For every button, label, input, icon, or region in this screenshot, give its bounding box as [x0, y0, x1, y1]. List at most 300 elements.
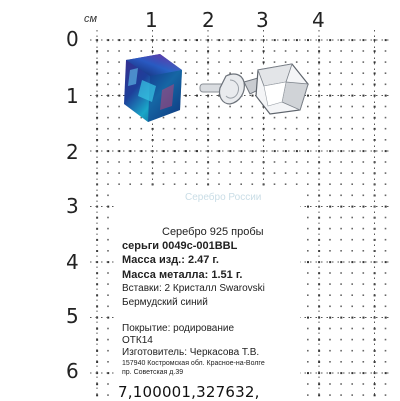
grid-dot	[385, 328, 387, 330]
grid-dot	[363, 261, 365, 263]
grid-dot	[329, 339, 331, 341]
grid-dot	[129, 139, 131, 141]
grid-dot	[141, 161, 143, 163]
grid-dot	[363, 39, 365, 41]
grid-dot	[385, 306, 387, 308]
grid-dot	[285, 50, 287, 52]
grid-dot	[107, 283, 109, 285]
grid-dot	[229, 139, 231, 141]
grid-dot	[107, 250, 109, 252]
grid-dot	[385, 95, 387, 97]
grid-dot	[329, 183, 331, 185]
grid-dot	[385, 183, 387, 185]
grid-dot	[129, 172, 131, 174]
grid-dot	[329, 294, 331, 296]
grid-dot	[363, 206, 365, 208]
grid-dot	[329, 317, 331, 319]
grid-dot	[385, 106, 387, 108]
ruler-left-4: 4	[66, 250, 79, 274]
grid-dot	[385, 161, 387, 163]
grid-dot	[240, 183, 242, 185]
grid-dot	[351, 283, 353, 285]
grid-dot	[340, 394, 342, 396]
grid-dot	[318, 50, 320, 52]
grid-dot	[296, 139, 298, 141]
grid-dot	[340, 50, 342, 52]
grid-dot	[307, 217, 309, 219]
grid-dot	[329, 161, 331, 163]
grid-dot	[196, 150, 198, 152]
grid-dot	[351, 117, 353, 119]
grid-dot	[107, 161, 109, 163]
ruler-left-6: 6	[66, 359, 79, 383]
grid-dot	[329, 117, 331, 119]
grid-dot	[274, 128, 276, 130]
grid-dot	[107, 117, 109, 119]
grid-dot	[107, 50, 109, 52]
grid-dot	[240, 128, 242, 130]
tag-article: серьги 0049с-001BBL	[122, 240, 238, 252]
grid-dot	[196, 139, 198, 141]
grid-dot	[307, 128, 309, 130]
grid-dot	[296, 50, 298, 52]
grid-dot	[385, 150, 387, 152]
grid-dot	[107, 84, 109, 86]
grid-dot	[296, 161, 298, 163]
grid-dot	[385, 50, 387, 52]
grid-dot	[107, 306, 109, 308]
grid-dot	[240, 39, 242, 41]
grid-dot	[307, 261, 309, 263]
grid-dot	[107, 350, 109, 352]
grid-dot	[163, 183, 165, 185]
grid-dot	[329, 50, 331, 52]
grid-dot	[351, 239, 353, 241]
grid-dot	[363, 350, 365, 352]
grid-dot	[274, 139, 276, 141]
grid-dot	[285, 128, 287, 130]
grid-dot	[141, 183, 143, 185]
grid-dot	[229, 39, 231, 41]
silver-setting-side-view	[196, 62, 316, 122]
grid-dot	[307, 239, 309, 241]
ruler-top-4: 4	[312, 8, 325, 32]
grid-dot	[307, 250, 309, 252]
grid-dot	[185, 183, 187, 185]
grid-dot	[329, 394, 331, 396]
grid-dot	[307, 195, 309, 197]
grid-dot	[307, 161, 309, 163]
grid-dot	[340, 128, 342, 130]
grid-dot	[329, 239, 331, 241]
grid-dot	[363, 272, 365, 274]
grid-dot	[351, 350, 353, 352]
grid-dot	[318, 39, 320, 41]
grid-dot	[141, 139, 143, 141]
grid-dot	[385, 195, 387, 197]
grid-dot	[252, 172, 254, 174]
grid-dot	[363, 372, 365, 374]
grid-dot	[129, 161, 131, 163]
grid-dot	[107, 361, 109, 363]
grid-dot	[307, 172, 309, 174]
grid-dot	[307, 383, 309, 385]
grid-dot	[351, 294, 353, 296]
grid-dot	[340, 372, 342, 374]
grid-dot	[363, 294, 365, 296]
grid-dot	[307, 361, 309, 363]
tag-qc: ОТК14	[122, 335, 153, 346]
grid-dot	[274, 39, 276, 41]
grid-dot	[340, 84, 342, 86]
grid-dot	[329, 250, 331, 252]
tag-metal-weight: Масса металла: 1.51 г.	[122, 269, 243, 281]
grid-dot	[307, 294, 309, 296]
grid-dot	[107, 195, 109, 197]
grid-dot	[307, 306, 309, 308]
grid-dot	[374, 50, 376, 52]
grid-dot	[196, 161, 198, 163]
grid-dot	[363, 117, 365, 119]
grid-dot	[107, 294, 109, 296]
grid-dot	[351, 261, 353, 263]
grid-dot	[363, 106, 365, 108]
grid-dot	[218, 39, 220, 41]
grid-dot	[240, 150, 242, 152]
grid-dot	[252, 150, 254, 152]
grid-dot	[274, 183, 276, 185]
tag-coating: Покрытие: родирование	[122, 323, 235, 334]
grid-dot	[107, 183, 109, 185]
grid-dot	[340, 217, 342, 219]
grid-dot	[329, 128, 331, 130]
grid-dot	[363, 383, 365, 385]
grid-dot	[385, 372, 387, 374]
grid-dot	[218, 161, 220, 163]
grid-dot	[174, 183, 176, 185]
grid-dot	[218, 150, 220, 152]
grid-dot	[340, 328, 342, 330]
grid-dot	[307, 206, 309, 208]
grid-dot	[385, 228, 387, 230]
grid-dot	[118, 183, 120, 185]
grid-dot	[141, 172, 143, 174]
grid-dot	[385, 72, 387, 74]
grid-dot	[385, 261, 387, 263]
grid-dot	[274, 150, 276, 152]
grid-dot	[374, 394, 376, 396]
grid-dot	[363, 128, 365, 130]
grid-dot	[340, 361, 342, 363]
grid-dot	[229, 150, 231, 152]
grid-dot	[174, 161, 176, 163]
grid-dot	[363, 72, 365, 74]
grid-dot	[96, 50, 98, 52]
grid-dot	[163, 139, 165, 141]
grid-dot	[307, 372, 309, 374]
grid-dot	[329, 150, 331, 152]
tag-insert-color: Бермудский синий	[122, 297, 208, 308]
grid-dot	[363, 195, 365, 197]
grid-dot	[351, 61, 353, 63]
grid-dot	[207, 50, 209, 52]
grid-dot	[240, 50, 242, 52]
grid-dot	[351, 183, 353, 185]
grid-dot	[329, 350, 331, 352]
grid-dot	[329, 61, 331, 63]
grid-dot	[329, 84, 331, 86]
grid-dot	[385, 217, 387, 219]
grid-dot	[307, 228, 309, 230]
grid-dot	[307, 328, 309, 330]
grid-dot	[351, 84, 353, 86]
grid-dot	[107, 239, 109, 241]
grid-dot	[340, 261, 342, 263]
grid-dot	[340, 383, 342, 385]
grid-dot	[174, 150, 176, 152]
grid-dot	[307, 350, 309, 352]
grid-dot	[385, 239, 387, 241]
grid-dot	[329, 228, 331, 230]
grid-dot	[285, 183, 287, 185]
grid-dot	[307, 283, 309, 285]
grid-dot	[174, 172, 176, 174]
grid-dot	[240, 172, 242, 174]
grid-dot	[107, 339, 109, 341]
grid-dot	[196, 183, 198, 185]
grid-dot	[229, 161, 231, 163]
grid-dot	[340, 228, 342, 230]
grid-dot	[185, 172, 187, 174]
grid-dot	[340, 350, 342, 352]
grid-dot	[185, 39, 187, 41]
grid-dot	[218, 128, 220, 130]
grid-dot	[351, 383, 353, 385]
grid-dot	[385, 39, 387, 41]
grid-dot	[229, 172, 231, 174]
ruler-left-5: 5	[66, 304, 79, 328]
grid-dot	[118, 161, 120, 163]
grid-dot	[329, 261, 331, 263]
grid-dot	[351, 394, 353, 396]
grid-dot	[385, 317, 387, 319]
grid-dot	[307, 183, 309, 185]
grid-dot	[274, 172, 276, 174]
grid-dot	[374, 39, 376, 41]
grid-dot	[385, 206, 387, 208]
grid-dot	[340, 72, 342, 74]
grid-dot	[329, 272, 331, 274]
tag-item-weight: Масса изд.: 2.47 г.	[122, 254, 219, 266]
grid-dot	[329, 328, 331, 330]
grid-dot	[285, 139, 287, 141]
grid-dot	[252, 50, 254, 52]
grid-dot	[385, 172, 387, 174]
grid-dot	[385, 361, 387, 363]
grid-dot	[363, 239, 365, 241]
grid-dot	[385, 339, 387, 341]
grid-dot	[385, 139, 387, 141]
grid-dot	[385, 61, 387, 63]
grid-dot	[329, 195, 331, 197]
grid-dot	[351, 217, 353, 219]
grid-dot	[351, 228, 353, 230]
grid-dot	[307, 39, 309, 41]
grid-dot	[329, 361, 331, 363]
grid-dot	[329, 383, 331, 385]
grid-dot	[363, 161, 365, 163]
grid-dot	[252, 183, 254, 185]
grid-dot	[307, 139, 309, 141]
grid-dot	[340, 317, 342, 319]
grid-dot	[252, 161, 254, 163]
watermark: Серебро России	[185, 192, 262, 203]
grid-dot	[307, 272, 309, 274]
grid-dot	[363, 61, 365, 63]
grid-dot	[363, 328, 365, 330]
grid-dot	[229, 128, 231, 130]
grid-dot	[340, 250, 342, 252]
grid-dot	[296, 150, 298, 152]
grid-dot	[218, 183, 220, 185]
grid-dot	[296, 39, 298, 41]
grid-dot	[351, 361, 353, 363]
grid-dot	[385, 84, 387, 86]
grid-dot	[351, 306, 353, 308]
grid-dot	[329, 95, 331, 97]
grid-dot	[329, 106, 331, 108]
grid-dot	[129, 183, 131, 185]
grid-dot	[163, 172, 165, 174]
grid-dot	[351, 128, 353, 130]
ruler-left-1: 1	[66, 84, 79, 108]
grid-dot	[296, 183, 298, 185]
grid-dot	[351, 328, 353, 330]
grid-dot	[196, 39, 198, 41]
grid-dot	[107, 228, 109, 230]
grid-dot	[340, 195, 342, 197]
grid-dot	[252, 39, 254, 41]
grid-dot	[107, 61, 109, 63]
grid-dot	[340, 183, 342, 185]
grid-dot	[340, 172, 342, 174]
grid-dot	[351, 250, 353, 252]
grid-dot	[340, 117, 342, 119]
grid-dot	[307, 339, 309, 341]
grid-dot	[351, 139, 353, 141]
barcode-text: 7,100001,327632,	[118, 383, 260, 401]
grid-dot	[196, 172, 198, 174]
grid-dot	[274, 161, 276, 163]
grid-dot	[307, 150, 309, 152]
grid-dot	[107, 106, 109, 108]
grid-dot	[118, 172, 120, 174]
grid-dot	[329, 206, 331, 208]
grid-dot	[351, 39, 353, 41]
grid-dot	[307, 394, 309, 396]
grid-dot	[363, 283, 365, 285]
grid-dot	[285, 172, 287, 174]
grid-dot	[329, 283, 331, 285]
grid-dot	[351, 161, 353, 163]
grid-dot	[385, 128, 387, 130]
grid-dot	[274, 50, 276, 52]
grid-dot	[218, 50, 220, 52]
grid-dot	[363, 250, 365, 252]
ruler-unit-label: см	[84, 13, 98, 25]
grid-dot	[385, 272, 387, 274]
grid-dot	[351, 339, 353, 341]
grid-dot	[263, 39, 265, 41]
grid-dot	[351, 195, 353, 197]
grid-dot	[340, 150, 342, 152]
grid-dot	[207, 39, 209, 41]
grid-dot	[107, 272, 109, 274]
tag-manufacturer: Изготовитель: Черкасова Т.В.	[122, 347, 260, 358]
grid-dot	[107, 72, 109, 74]
grid-dot	[351, 50, 353, 52]
grid-dot	[296, 128, 298, 130]
grid-dot	[329, 217, 331, 219]
grid-dot	[363, 306, 365, 308]
grid-dot	[351, 372, 353, 374]
grid-dot	[340, 106, 342, 108]
grid-dot	[229, 50, 231, 52]
tag-address-2: пр. Советская д.39	[122, 369, 184, 376]
grid-dot	[318, 394, 320, 396]
ruler-left-3: 3	[66, 194, 79, 218]
grid-dot	[285, 161, 287, 163]
grid-dot	[329, 139, 331, 141]
grid-dot	[174, 39, 176, 41]
grid-dot	[263, 50, 265, 52]
grid-dot	[363, 217, 365, 219]
grid-dot	[329, 306, 331, 308]
grid-dot	[340, 39, 342, 41]
grid-dot	[351, 172, 353, 174]
ruler-top-2: 2	[202, 8, 215, 32]
grid-dot	[329, 372, 331, 374]
grid-dot	[363, 183, 365, 185]
grid-dot	[107, 128, 109, 130]
grid-dot	[340, 239, 342, 241]
grid-dot	[229, 183, 231, 185]
grid-dot	[351, 317, 353, 319]
grid-dot	[218, 139, 220, 141]
grid-dot	[340, 161, 342, 163]
grid-dot	[107, 328, 109, 330]
grid-dot	[296, 172, 298, 174]
grid-dot	[107, 139, 109, 141]
grid-dot	[351, 95, 353, 97]
grid-dot	[107, 217, 109, 219]
grid-dot	[340, 206, 342, 208]
grid-dot	[285, 39, 287, 41]
grid-dot	[385, 383, 387, 385]
grid-dot	[363, 172, 365, 174]
grid-dot	[174, 139, 176, 141]
grid-dot	[363, 84, 365, 86]
price-tag	[116, 188, 300, 400]
grid-dot	[307, 317, 309, 319]
grid-dot	[252, 128, 254, 130]
grid-dot	[340, 139, 342, 141]
grid-dot	[107, 172, 109, 174]
grid-dot	[340, 272, 342, 274]
ruler-top-3: 3	[256, 8, 269, 32]
grid-dot	[351, 150, 353, 152]
grid-dot	[385, 283, 387, 285]
